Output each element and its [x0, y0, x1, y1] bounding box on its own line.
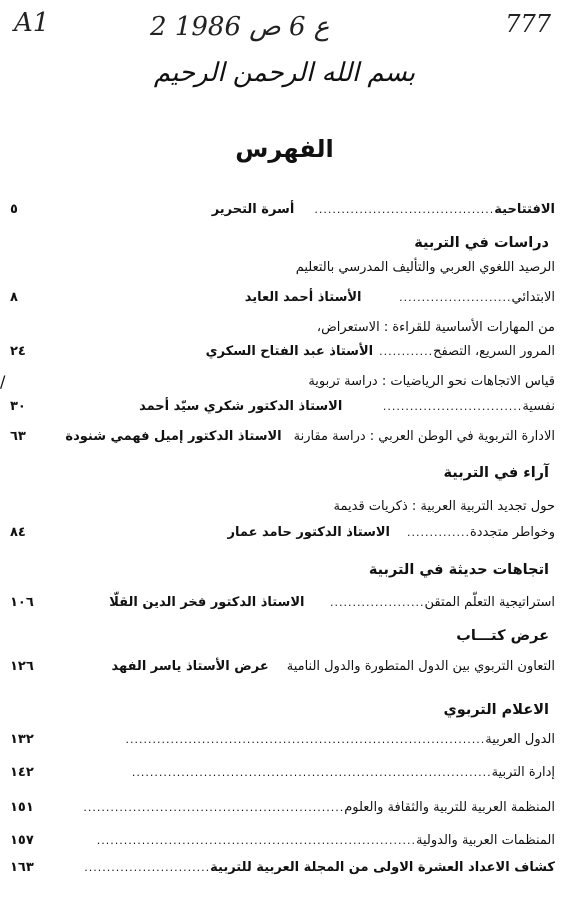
- entry-page: ٢٤: [10, 344, 26, 359]
- entry-page: ٣٠: [10, 399, 26, 414]
- entry-title: الدول العربية: [485, 732, 555, 747]
- toc-entry-3-line2: [10, 397, 555, 417]
- entry-page: ١٣٢: [10, 732, 34, 747]
- entry-author: الاستاذ الدكتور شكري سيّد أحمد: [139, 399, 343, 414]
- entry-page: ١٥١: [10, 800, 34, 815]
- entry-title: كشاف الاعداد العشرة الاولى من المجلة العربية للتربية: [210, 860, 555, 875]
- toc-entry-5-line2: [10, 523, 555, 543]
- entry-page: ٥: [10, 202, 18, 217]
- toc-entry-10: [10, 798, 555, 818]
- entry-dots: ..............: [407, 526, 470, 539]
- entry-dots: .........................: [399, 291, 512, 304]
- toc-entry-2-line2: [10, 342, 555, 362]
- entry-page: ١٥٧: [10, 833, 34, 848]
- entry-title: المنظمات العربية والدولية: [416, 833, 555, 848]
- handwritten-code-right: 777: [505, 10, 551, 38]
- entry-author: الاستاذ الدكتور حامد عمار: [227, 525, 390, 540]
- entry-title: الافتتاحية: [494, 202, 555, 217]
- section-heading-studies: دراسات في التربية: [414, 235, 549, 251]
- entry-page: ١٢٦: [10, 659, 34, 674]
- entry-title: الادارة التربوية في الوطن العربي : دراسة مقارنة: [293, 429, 555, 444]
- entry-dots: .....................: [330, 596, 425, 609]
- entry-dots: .......................................................................: [96, 834, 416, 847]
- section-heading-book-review: عرض كتـــاب: [456, 628, 549, 644]
- section-heading-opinions: آراء في التربية: [443, 465, 549, 481]
- entry-dots: ..........................................................: [83, 801, 345, 814]
- entry-title: التعاون التربوي بين الدول المتطورة والدول النامية: [286, 659, 555, 674]
- basmala: بسم الله الرحمن الرحيم: [153, 58, 416, 88]
- toc-entry-2-line1: [10, 318, 555, 338]
- toc-entry-11: [10, 831, 555, 851]
- toc-entry-1-line2: [10, 288, 555, 308]
- entry-title-cont: نفسية: [522, 399, 555, 414]
- handwritten-code-middle: 2 ع 6 ص 1986: [150, 12, 330, 42]
- entry-author: الأستاذ عبد الفتاح السكري: [205, 344, 374, 359]
- entry-title: حول تجديد التربية العربية : ذكريات قديمة: [333, 499, 555, 514]
- entry-author: الاستاذ الدكتور إميل فهمي شنودة: [65, 429, 282, 444]
- entry-title: من المهارات الأساسية للقراءة : الاستعراض،: [316, 320, 555, 335]
- handwritten-code-left: A1: [14, 8, 50, 38]
- entry-author: أسرة التحرير: [211, 202, 295, 217]
- entry-title: المنظمة العربية للتربية والثقافة والعلوم: [344, 800, 555, 815]
- entry-author: عرض الأستاذ ياسر الفهد: [111, 659, 269, 674]
- entry-page: ١٦٣: [10, 860, 34, 875]
- entry-title-cont: المرور السريع، التصفح: [433, 344, 555, 359]
- toc-entry-9: [10, 763, 555, 783]
- entry-page: ١٠٦: [10, 595, 34, 610]
- entry-dots: ................................................................................: [125, 733, 486, 746]
- entry-page: ٨٤: [10, 525, 26, 540]
- entry-title: قياس الاتجاهات نحو الرياضيات : دراسة تربوية: [308, 374, 555, 389]
- entry-page: ١٤٢: [10, 765, 34, 780]
- toc-entry-1-line1: [10, 258, 555, 278]
- entry-title-cont: الابتدائي: [511, 290, 555, 305]
- toc-entry-5-line1: [10, 497, 555, 517]
- entry-page: ٦٣: [10, 429, 26, 444]
- entry-dots: ............: [379, 345, 434, 358]
- entry-author: الاستاذ الدكتور فخر الدين القلّا: [109, 595, 305, 610]
- entry-dots: ............................: [84, 861, 211, 874]
- section-heading-media: الاعلام التربوي: [443, 702, 549, 718]
- entry-title: إدارة التربية: [491, 765, 555, 780]
- toc-entry-8: [10, 730, 555, 750]
- toc-entry-opening: [10, 200, 555, 220]
- entry-dots: ...............................: [382, 400, 523, 413]
- entry-title-cont: وخواطر متجددة: [470, 525, 555, 540]
- entry-author: الأستاذ أحمد العايد: [244, 290, 362, 305]
- entry-dots: ........................................: [314, 203, 495, 216]
- toc-entry-6: [10, 593, 555, 613]
- toc-entry-7: [10, 657, 555, 677]
- entry-title: الرصيد اللغوي العربي والتأليف المدرسي بالتعليم: [295, 260, 555, 275]
- entry-title: استراتيجية التعلّم المتقن: [424, 595, 555, 610]
- margin-mark: /: [0, 372, 6, 391]
- entry-dots: ................................................................................: [131, 766, 492, 779]
- entry-page: ٨: [10, 290, 18, 305]
- toc-entry-3-line1: [10, 372, 555, 392]
- toc-entry-12: [10, 858, 555, 878]
- toc-entry-4: [10, 427, 555, 447]
- page-title: الفهرس: [235, 135, 334, 163]
- section-heading-trends: اتجاهات حديثة في التربية: [368, 562, 549, 578]
